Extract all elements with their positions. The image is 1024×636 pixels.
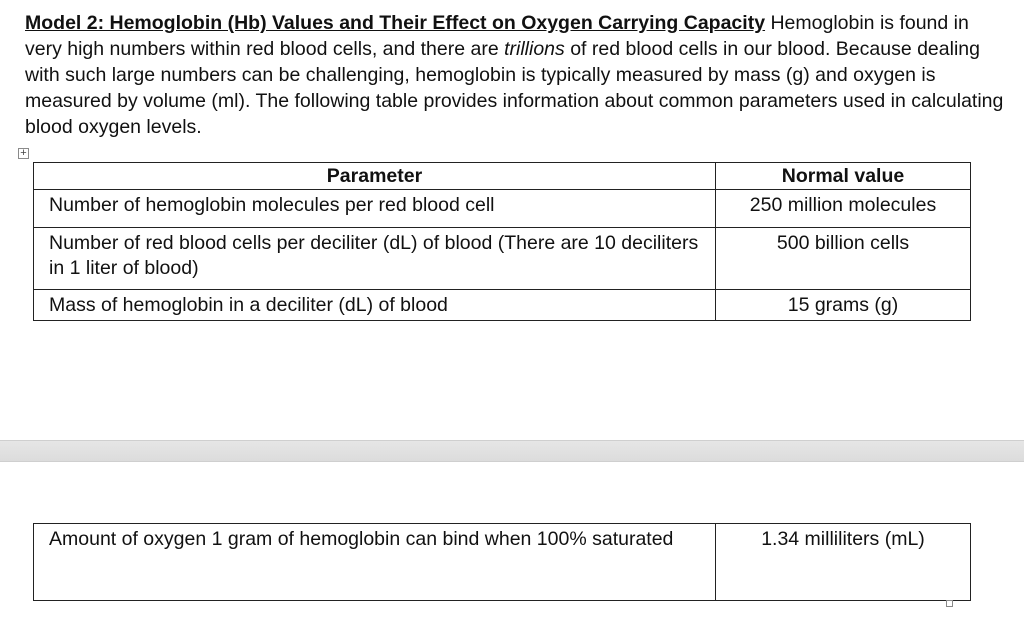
table-row (34, 228, 971, 290)
header-parameter: Parameter (34, 163, 716, 190)
value-cell: 250 million molecules (716, 190, 971, 228)
parameters-table-continued (33, 523, 971, 601)
move-cross-icon[interactable]: + (18, 148, 29, 159)
model-heading: Model 2: Hemoglobin (Hb) Values and Their Effect on Oxygen Carrying Capacity (25, 12, 766, 34)
parameter-cell: Amount of oxygen 1 gram of hemoglobin can bind when 100% saturated (34, 524, 716, 601)
parameter-cell: Number of hemoglobin molecules per red blood cell (34, 190, 716, 228)
parameter-cell: Number of red blood cells per deciliter (dL) of blood (There are 10 deciliters in 1 liter of blood) (34, 228, 716, 290)
intro-emphasis: trillions (504, 38, 565, 60)
table-row (34, 290, 971, 321)
parameters-table (33, 162, 971, 321)
value-cell: 15 grams (g) (716, 290, 971, 321)
page-break-gap (0, 440, 1024, 462)
table-row (34, 524, 971, 601)
intro-text-part-1: Hemoglobin is found in very high numbers within red blood cells, and there are (25, 12, 969, 60)
header-normal-value: Normal value (716, 163, 971, 190)
table-resize-handle[interactable] (946, 600, 953, 607)
value-cell: 500 billion cells (716, 228, 971, 290)
table-header-row (34, 163, 971, 190)
intro-text-part-2: of red blood cells in our blood. Because dealing with such large numbers can be challenging, hemoglobin is typically measured by mass (g) and oxygen is measured by volume (ml). The following table provides information about common parameters used in calculating blood oxygen levels. (25, 38, 1004, 138)
table-row (34, 190, 971, 228)
intro-paragraph (25, 10, 1005, 140)
value-cell: 1.34 milliliters (mL) (716, 524, 971, 601)
parameter-cell: Mass of hemoglobin in a deciliter (dL) of blood (34, 290, 716, 321)
